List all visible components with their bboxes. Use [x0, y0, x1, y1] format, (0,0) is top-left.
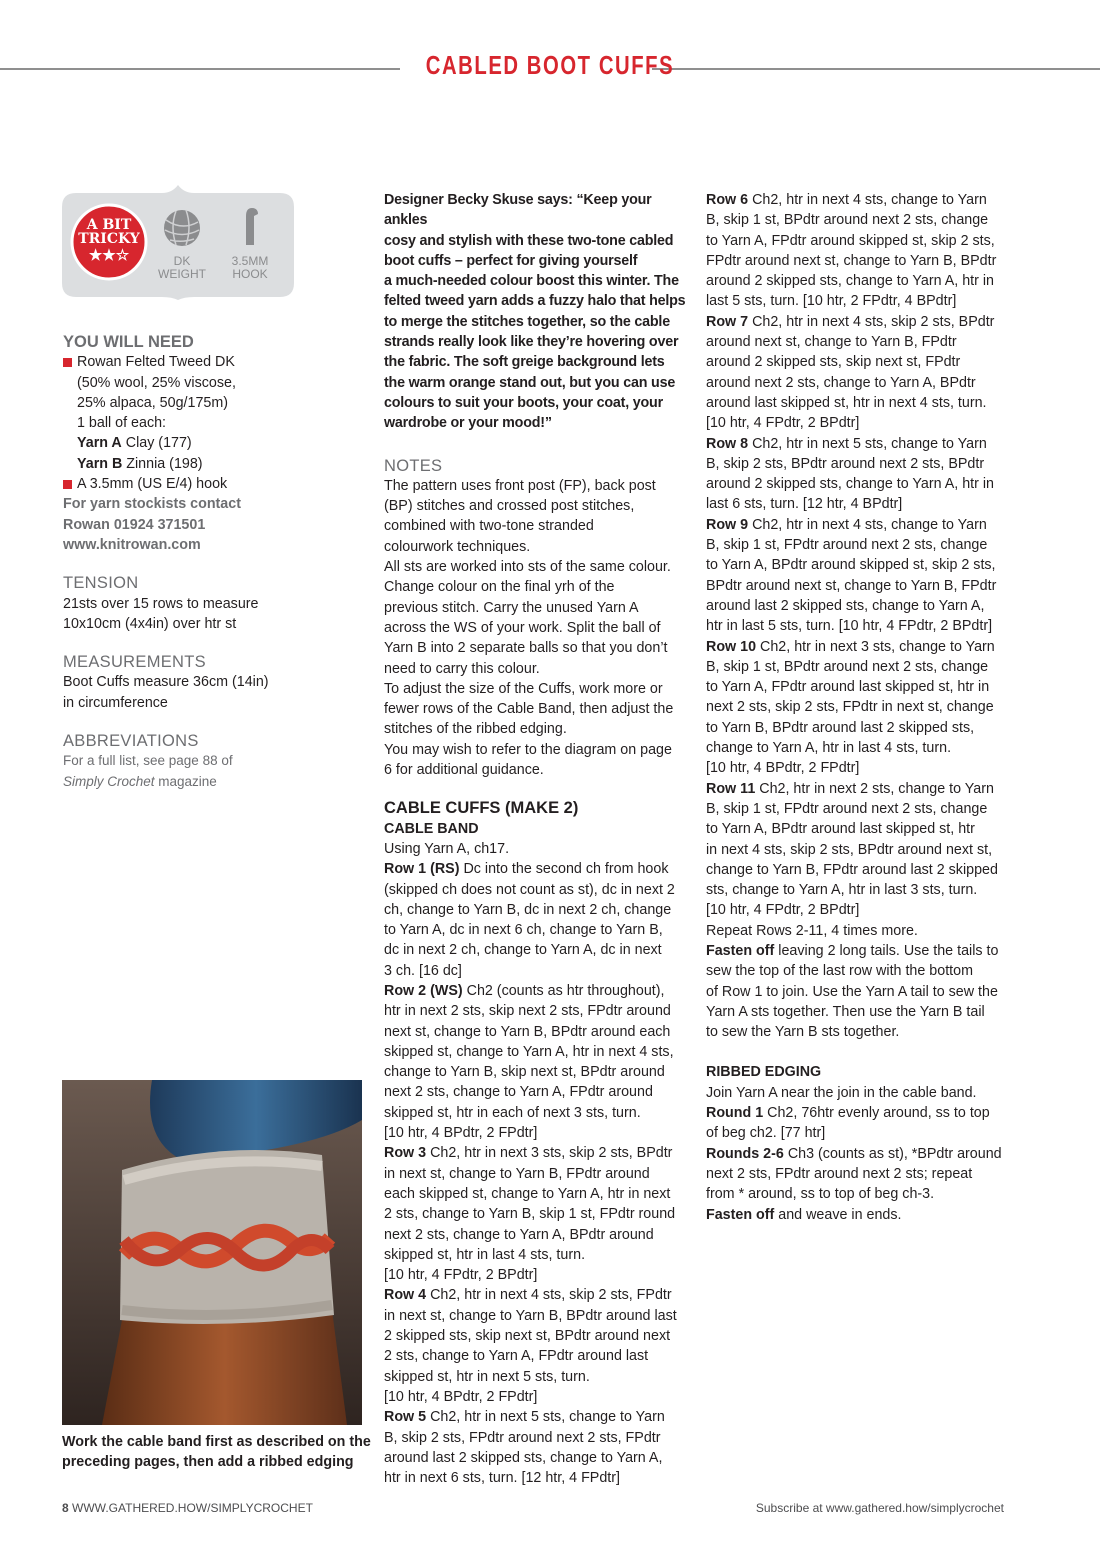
notes-line: across the WS of your work. Split the ball of	[384, 619, 661, 636]
row-line: htr in last 5 sts, turn. [10 htr, 4 FPdtr, 2 BPdtr]	[706, 618, 993, 635]
fasten-off-rest: and weave in ends.	[774, 1206, 902, 1223]
row-label: Row 1 (RS)	[384, 861, 460, 878]
row-line: around 2 skipped sts, skip next st, FPdtr	[706, 354, 961, 371]
yarn-b-line	[63, 454, 363, 474]
row-line: Ch2, htr in next 2 sts, change to Yarn	[755, 780, 994, 797]
notes-line: Yarn B into 2 separate balls so that you don’t	[384, 640, 668, 657]
row-line: dc in next 2 ch, change to Yarn A, dc in next	[384, 942, 662, 959]
row-label: Row 3	[384, 1145, 427, 1162]
row-line: B, skip 1 st, FPdtr around next 2 sts, change	[706, 537, 988, 554]
notes-line: colourwork techniques.	[384, 538, 531, 555]
repeat-line: Repeat Rows 2-11, 4 times more.	[706, 922, 918, 939]
yarn-a-label: Yarn A	[77, 435, 122, 452]
row-line: [10 htr, 4 BPdtr, 2 FPdtr]	[384, 1125, 538, 1142]
yarn-a-value: Clay (177)	[121, 435, 192, 452]
notes-body	[384, 476, 689, 780]
photo-caption	[62, 1432, 372, 1473]
notes-line: You may wish to refer to the diagram on page	[384, 741, 672, 758]
row-instruction	[706, 190, 1016, 312]
intro-line: a much-needed colour boost this winter. The	[384, 273, 679, 290]
yarn-item	[63, 352, 363, 372]
difficulty-line2: TRICKY	[78, 231, 140, 247]
round-line: of beg ch2. [77 htr]	[706, 1125, 826, 1142]
row-line: to Yarn A, FPdtr around skipped st, skip 2 sts,	[706, 232, 995, 249]
row-instruction	[706, 637, 1016, 779]
notes-line: All sts are worked into sts of the same colour.	[384, 559, 671, 576]
notes-line: (BP) stitches and crossed post stitches,	[384, 498, 635, 515]
row-line: FPdtr around next st, change to Yarn B, BPdtr	[706, 252, 997, 269]
row-line: B, skip 1 st, FPdtr around next 2 sts, change	[706, 800, 988, 817]
round-line: Ch3 (counts as st), *BPdtr around	[783, 1145, 1002, 1162]
row-line: [10 htr, 4 BPdtr, 2 FPdtr]	[706, 760, 860, 777]
yarn-b-label: Yarn B	[77, 455, 123, 472]
row-instruction	[706, 779, 1016, 921]
footer-right[interactable]: Subscribe at www.gathered.how/simplycrochet	[755, 1501, 1004, 1515]
notes-line: 6 for additional guidance.	[384, 762, 544, 779]
round-line: Ch2, 76htr evenly around, ss to top	[763, 1105, 990, 1122]
yarn-item-line3: 25% alpaca, 50g/175m)	[77, 394, 229, 411]
row-line: next 2 sts, change to Yarn A, BPdtr around	[384, 1226, 654, 1243]
intro-line: colours to suit your boots, your coat, your	[384, 394, 663, 411]
row-line: in next 4 sts, skip 2 sts, BPdtr around next st,	[706, 841, 993, 858]
row-line: sts, change to Yarn A, htr in last 3 sts, turn.	[706, 882, 978, 899]
intro-line: cosy and stylish with these two-tone cabled	[384, 232, 674, 249]
row-line: Ch2, htr in next 3 sts, skip 2 sts, BPdtr	[426, 1145, 673, 1162]
notes-line: fewer rows of the Cable Band, then adjust the	[384, 701, 674, 718]
fasten-line: sew the top of the last row with the bottom	[706, 963, 974, 980]
intro-line: Designer Becky Skuse says: “Keep your ankles	[384, 192, 652, 229]
difficulty-label	[73, 218, 145, 262]
yarn-a-line	[63, 433, 363, 453]
middle-column	[384, 190, 689, 1488]
row-line: Ch2, htr in next 4 sts, skip 2 sts, FPdtr	[426, 1287, 672, 1304]
row-instruction	[384, 981, 689, 1143]
round-line: next 2 sts, FPdtr around next 2 sts; repeat	[706, 1165, 973, 1182]
yarn-b-value: Zinnia (198)	[122, 455, 203, 472]
row-instruction	[706, 434, 1016, 515]
row-instruction	[384, 1143, 689, 1285]
row-line: Ch2, htr in next 4 sts, skip 2 sts, BPdtr	[748, 313, 995, 330]
row-line: next st, change to Yarn B, BPdtr around each	[384, 1023, 671, 1040]
row-label: Row 8	[706, 435, 749, 452]
yarn-item-line2: (50% wool, 25% viscose,	[77, 374, 236, 391]
row-label: Row 2 (WS)	[384, 982, 463, 999]
row-line: around last 2 skipped sts, change to Yarn A,	[384, 1449, 663, 1466]
difficulty-line1: A BIT	[86, 217, 132, 233]
row-line: to Yarn A, FPdtr around last skipped st, htr in	[706, 679, 990, 696]
row-line: htr in next 2 sts, skip next 2 sts, FPdtr around	[384, 1003, 671, 1020]
row-line: 2 sts, change to Yarn B, skip 1 st, FPdtr round	[384, 1206, 676, 1223]
yarn-item-line1: Rowan Felted Tweed DK	[77, 354, 235, 371]
row-label: Row 4	[384, 1287, 427, 1304]
abbreviations-title: ABBREVIATIONS	[63, 732, 199, 751]
notes-line: To adjust the size of the Cuffs, work more or	[384, 680, 663, 697]
row-instruction	[384, 1407, 689, 1488]
abbreviations-end: magazine	[154, 773, 217, 789]
row-line: BPdtr around next st, change to Yarn B, FPdtr	[706, 577, 997, 594]
row-line: Ch2, htr in next 5 sts, change to Yarn	[748, 435, 987, 452]
intro-line: wardrobe or your mood!”	[384, 415, 552, 432]
row-line: Ch2 (counts as htr throughout),	[462, 982, 665, 999]
row-line: B, skip 1 st, BPdtr around next 2 sts, change	[706, 212, 989, 229]
footer-url[interactable]: WWW.GATHERED.HOW/SIMPLYCROCHET	[68, 1501, 313, 1515]
measurements-title: MEASUREMENTS	[63, 653, 206, 672]
abbreviations-line2	[63, 772, 363, 792]
hook-size-label	[218, 255, 282, 281]
intro-line: the warm orange stand out, but you can use	[384, 374, 676, 391]
row-line: 3 ch. [16 dc]	[384, 962, 462, 979]
fasten-off-instruction	[706, 941, 1016, 1042]
footer-left	[62, 1501, 313, 1515]
round-label: Round 1	[706, 1105, 764, 1122]
row-line: Ch2, htr in next 5 sts, change to Yarn	[426, 1409, 665, 1426]
spacer	[63, 634, 363, 652]
row-line: next 2 sts, skip 2 sts, FPdtr in next st, change	[706, 699, 994, 716]
yarn-item-line4: 1 ball of each:	[77, 415, 167, 432]
row-line: change to Yarn B, FPdtr around last 2 skipped	[706, 861, 998, 878]
row-line: each skipped st, change to Yarn A, htr in next	[384, 1185, 671, 1202]
row-instruction	[384, 1285, 689, 1407]
row-line: (skipped ch does not count as st), dc in next 2	[384, 881, 675, 898]
row-line: ch, change to Yarn B, dc in next 2 ch, change	[384, 901, 672, 918]
notes-line: Change colour on the final yrh of the	[384, 579, 615, 596]
row-line: [10 htr, 4 FPdtr, 2 BPdtr]	[384, 1267, 538, 1284]
round-instruction	[706, 1103, 1016, 1144]
fasten-off-label: Fasten off	[706, 942, 775, 959]
notes-line: previous stitch. Carry the unused Yarn A	[384, 599, 639, 616]
spacer	[384, 434, 689, 456]
yarn-weight-line2: WEIGHT	[158, 267, 206, 281]
row-label: Row 9	[706, 516, 749, 533]
notes-line: combined with two-tone stranded	[384, 518, 594, 535]
abbreviations-line1: For a full list, see page 88 of	[63, 753, 233, 769]
row-line: in next st, change to Yarn B, FPdtr around	[384, 1165, 650, 1182]
row-line: around 2 skipped sts, change to Yarn A, htr in	[706, 273, 994, 290]
measurements-line1: Boot Cuffs measure 36cm (14in)	[63, 674, 269, 691]
notes-line: The pattern uses front post (FP), back post	[384, 477, 656, 494]
row-line: around last skipped st, htr in next 4 sts, turn.	[706, 394, 987, 411]
intro-line: felted tweed yarn adds a fuzzy halo that helps	[384, 293, 686, 310]
row-line: around next 2 sts, change to Yarn A, BPdtr	[706, 374, 976, 391]
tension-line2: 10x10cm (4x4in) over htr st	[63, 615, 237, 632]
row-line: skipped st, htr in last 4 sts, turn.	[384, 1246, 586, 1263]
row-instruction	[384, 859, 689, 981]
page-title: CABLED BOOT CUFFS	[425, 50, 675, 80]
row-line: last 5 sts, turn. [10 htr, 2 FPdtr, 4 BPdtr]	[706, 293, 957, 310]
difficulty-badge	[62, 185, 294, 300]
row-line: next 2 sts, change to Yarn A, FPdtr around	[384, 1084, 653, 1101]
using-line: Using Yarn A, ch17.	[384, 840, 510, 857]
tension-title: TENSION	[63, 574, 139, 593]
spacer	[706, 1042, 1016, 1062]
intro-line: strands really look like they’re hovering over	[384, 334, 679, 351]
row-line: around 2 skipped sts, change to Yarn A, htr in	[706, 476, 994, 493]
boot-cuff-photo	[62, 1080, 362, 1425]
hook-item	[63, 474, 363, 494]
row-label: Row 7	[706, 313, 749, 330]
row-line: change to Yarn A, htr in last 4 sts, turn.	[706, 740, 952, 757]
row-line: in next st, change to Yarn B, BPdtr around last	[384, 1307, 677, 1324]
intro-line: boot cuffs – perfect for giving yourself	[384, 252, 638, 269]
measurements-line2: in circumference	[63, 694, 168, 711]
row-line: B, skip 2 sts, BPdtr around next 2 sts, BPdtr	[706, 455, 985, 472]
left-column	[63, 332, 363, 792]
row-line: last 6 sts, turn. [12 htr, 4 BPdtr]	[706, 496, 903, 513]
fasten-line: to sew the Yarn B sts together.	[706, 1024, 900, 1041]
intro-line: to merge the stitches together, so the cable	[384, 313, 670, 330]
row-line: change to Yarn B, skip next st, BPdtr around	[384, 1064, 665, 1081]
row-line: [10 htr, 4 FPdtr, 2 BPdtr]	[706, 415, 860, 432]
row-line: [10 htr, 4 FPdtr, 2 BPdtr]	[706, 902, 860, 919]
ribbed-edging-title: RIBBED EDGING	[706, 1064, 822, 1081]
row-label: Row 6	[706, 192, 749, 208]
row-line: Ch2, htr in next 4 sts, change to Yarn	[748, 516, 987, 533]
row-line: skipped st, change to Yarn A, htr in next 4 sts,	[384, 1043, 674, 1060]
notes-title: NOTES	[384, 456, 443, 475]
cable-band-title: CABLE BAND	[384, 820, 479, 837]
right-column	[706, 190, 1016, 1225]
row-line: skipped st, htr in each of next 3 sts, turn.	[384, 1104, 641, 1121]
row-line: Dc into the second ch from hook	[459, 861, 669, 878]
row-line: skipped st, htr in next 5 sts, turn.	[384, 1368, 590, 1385]
fasten-line: Yarn A sts together. Then use the Yarn B tail	[706, 1003, 985, 1020]
final-fasten-off	[706, 1205, 1016, 1225]
intro-line: the fabric. The soft greige background lets	[384, 354, 665, 371]
fasten-line: of Row 1 to join. Use the Yarn A tail to sew the	[706, 983, 998, 1000]
row-line: Ch2, htr in next 3 sts, change to Yarn	[756, 638, 995, 655]
yarn-weight-label	[150, 255, 214, 281]
hook-item-text: A 3.5mm (US E/4) hook	[77, 476, 228, 493]
notes-line: stitches of the ribbed edging.	[384, 721, 567, 738]
fasten-line: leaving 2 long tails. Use the tails to	[774, 942, 999, 959]
row-line: to Yarn B, BPdtr around last 2 skipped sts,	[706, 719, 975, 736]
spacer	[63, 713, 363, 731]
hook-size-line2: HOOK	[232, 267, 268, 281]
you-will-need-title: YOU WILL NEED	[63, 333, 194, 351]
magazine-name: Simply Crochet	[63, 773, 155, 789]
spacer	[384, 780, 689, 798]
difficulty-stars: ★★☆	[88, 246, 130, 264]
row-line: to Yarn A, BPdtr around last skipped st, htr	[706, 821, 975, 838]
yarn-weight-line1: DK	[173, 254, 191, 268]
row-label: Row 5	[384, 1409, 427, 1426]
round-line: from * around, ss to top of beg ch-3.	[706, 1186, 935, 1203]
photo-caption-line1: Work the cable band first as described on the	[62, 1434, 371, 1450]
row-line: htr in next 6 sts, turn. [12 htr, 4 FPdtr]	[384, 1470, 621, 1487]
round-instruction	[706, 1144, 1016, 1205]
stockist-line1: For yarn stockists contact	[63, 496, 241, 513]
spacer	[63, 555, 363, 573]
hook-size-line1: 3.5MM	[231, 254, 269, 268]
row-line: B, skip 2 sts, FPdtr around next 2 sts, FPdtr	[384, 1429, 661, 1446]
round-label: Rounds 2-6	[706, 1145, 784, 1162]
stockist-line2: Rowan 01924 371501	[63, 516, 206, 533]
cable-cuffs-title: CABLE CUFFS (MAKE 2)	[384, 799, 579, 818]
page-number: 8	[62, 1501, 69, 1515]
row-line: 2 sts, change to Yarn A, FPdtr around last	[384, 1348, 649, 1365]
tension-line1: 21sts over 15 rows to measure	[63, 595, 259, 612]
notes-line: need to carry this colour.	[384, 660, 540, 677]
photo-caption-line2: preceding pages, then add a ribbed edging	[62, 1454, 354, 1471]
row-instruction	[706, 312, 1016, 434]
row-label: Row 10	[706, 638, 757, 655]
row-label: Row 11	[706, 780, 756, 797]
row-line: to Yarn A, BPdtr around skipped st, skip 2 sts,	[706, 557, 996, 574]
row-line: around next st, change to Yarn B, FPdtr	[706, 334, 957, 351]
row-line: [10 htr, 4 BPdtr, 2 FPdtr]	[384, 1388, 538, 1405]
stockist-link[interactable]: www.knitrowan.com	[63, 536, 201, 553]
ribbed-join-line: Join Yarn A near the join in the cable band.	[706, 1084, 977, 1101]
row-line: 2 skipped sts, skip next st, BPdtr around next	[384, 1328, 671, 1345]
yarn-ball-icon	[164, 210, 200, 246]
designer-intro	[384, 190, 689, 434]
row-instruction	[706, 515, 1016, 637]
row-line: to Yarn A, dc in next 6 ch, change to Yarn B,	[384, 922, 663, 939]
row-line: around last 2 skipped sts, change to Yarn A,	[706, 597, 985, 614]
row-line: B, skip 1 st, BPdtr around next 2 sts, change	[706, 658, 989, 675]
row-line: Ch2, htr in next 4 sts, change to Yarn	[748, 192, 987, 208]
fasten-off-label: Fasten off	[706, 1206, 775, 1223]
